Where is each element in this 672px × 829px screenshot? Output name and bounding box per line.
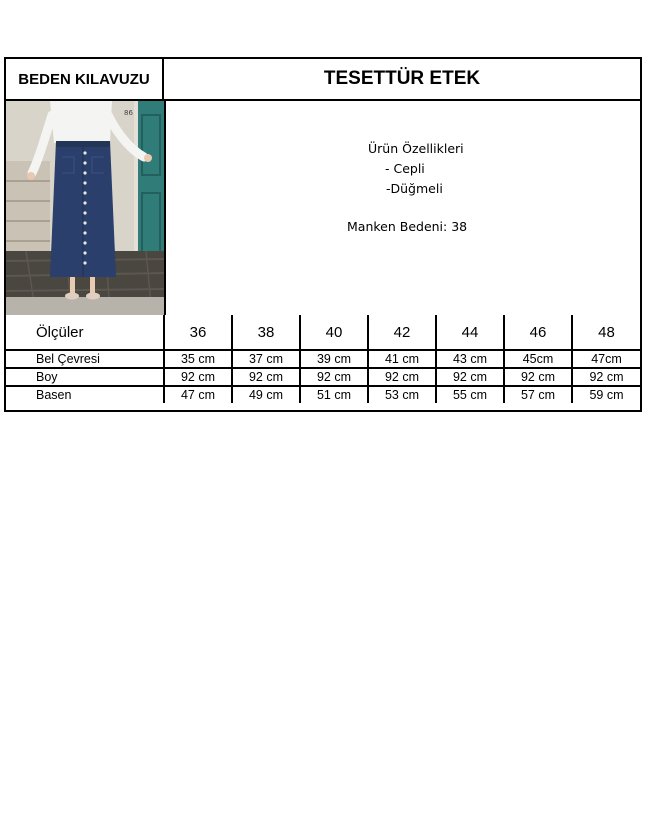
size-44: 44 <box>436 315 504 350</box>
table-cell: 35 cm <box>164 350 232 368</box>
feature-item-pockets: - Cepli <box>385 161 425 176</box>
size-guide-title: BEDEN KILAVUZU <box>6 59 164 99</box>
table-cell: 43 cm <box>436 350 504 368</box>
row-label-waist: Bel Çevresi <box>6 350 164 368</box>
measurements-label: Ölçüler <box>6 315 164 350</box>
size-table <box>6 315 640 403</box>
table-cell: 53 cm <box>368 386 436 403</box>
table-cell: 41 cm <box>368 350 436 368</box>
table-cell: 92 cm <box>436 368 504 386</box>
door-number: 86 <box>124 109 133 117</box>
table-cell: 39 cm <box>300 350 368 368</box>
table-cell: 47cm <box>572 350 640 368</box>
table-cell: 92 cm <box>232 368 300 386</box>
feature-item-buttons: -Düğmeli <box>386 181 443 196</box>
white-top <box>50 101 112 143</box>
table-row <box>6 386 640 403</box>
table-cell: 45cm <box>504 350 572 368</box>
table-cell: 59 cm <box>572 386 640 403</box>
table-cell: 92 cm <box>504 368 572 386</box>
model-photo <box>6 101 164 315</box>
table-cell: 57 cm <box>504 386 572 403</box>
size-header-row <box>6 315 640 350</box>
table-cell: 92 cm <box>300 368 368 386</box>
table-row <box>6 350 640 368</box>
table-cell: 55 cm <box>436 386 504 403</box>
size-guide-sheet <box>4 57 642 412</box>
table-row <box>6 368 640 386</box>
product-features <box>166 101 640 315</box>
product-title: TESETTÜR ETEK <box>323 68 481 89</box>
table-cell: 47 cm <box>164 386 232 403</box>
table-cell: 92 cm <box>572 368 640 386</box>
size-38: 38 <box>232 315 300 350</box>
table-cell: 92 cm <box>368 368 436 386</box>
size-48: 48 <box>572 315 640 350</box>
size-42: 42 <box>368 315 436 350</box>
row-label-length: Boy <box>6 368 164 386</box>
size-36: 36 <box>164 315 232 350</box>
row-label-hip: Basen <box>6 386 164 403</box>
size-40: 40 <box>300 315 368 350</box>
table-cell: 51 cm <box>300 386 368 403</box>
size-46: 46 <box>504 315 572 350</box>
table-cell: 92 cm <box>164 368 232 386</box>
model-size-text: Manken Bedeni: 38 <box>347 219 468 234</box>
table-cell: 49 cm <box>232 386 300 403</box>
features-heading: Ürün Özellikleri <box>368 141 464 156</box>
table-cell: 37 cm <box>232 350 300 368</box>
